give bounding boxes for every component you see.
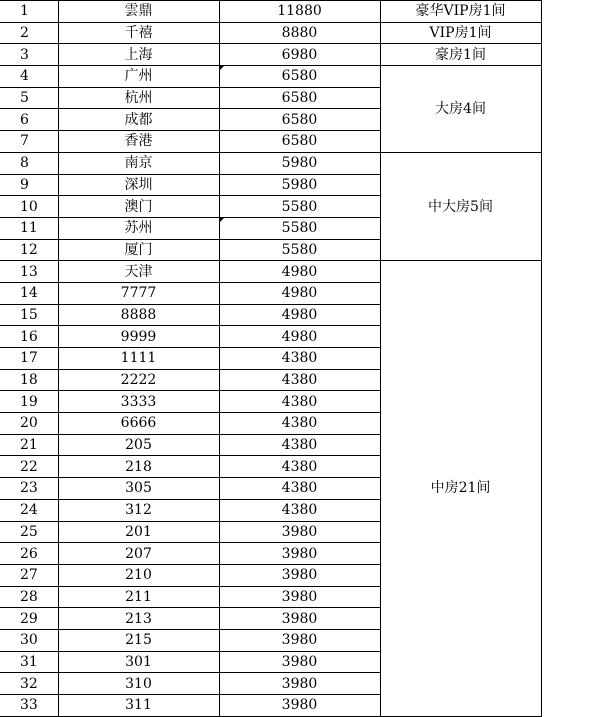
room-name: 305 <box>58 478 219 500</box>
room-price: 4380 <box>219 478 380 500</box>
table-row <box>0 22 600 44</box>
room-price: 4380 <box>219 348 380 370</box>
room-price: 3980 <box>219 521 380 543</box>
room-name: 9999 <box>58 326 219 348</box>
table-row <box>0 44 600 66</box>
room-price: 5580 <box>219 239 380 261</box>
room-name: 雲鼎 <box>58 1 219 23</box>
room-price: 6980 <box>219 44 380 66</box>
row-number: 33 <box>0 695 58 717</box>
room-price: 3980 <box>219 629 380 651</box>
room-name: 2222 <box>58 369 219 391</box>
room-price: 3980 <box>219 608 380 630</box>
room-name: 215 <box>58 629 219 651</box>
room-price: 5980 <box>219 174 380 196</box>
row-number: 23 <box>0 478 58 500</box>
row-number: 24 <box>0 499 58 521</box>
group-medium: 中房21间 <box>380 261 541 716</box>
row-number: 15 <box>0 304 58 326</box>
room-price: 5580 <box>219 196 380 218</box>
room-price: 11880 <box>219 1 380 23</box>
row-number: 27 <box>0 564 58 586</box>
room-name: 广州 <box>58 66 219 88</box>
row-number: 21 <box>0 434 58 456</box>
room-name: 厦门 <box>58 239 219 261</box>
row-number: 3 <box>0 44 58 66</box>
room-name: 310 <box>58 673 219 695</box>
room-name: 311 <box>58 695 219 717</box>
room-price: 6580 <box>219 109 380 131</box>
group-deluxe: 豪房1间 <box>380 44 541 66</box>
room-name: 213 <box>58 608 219 630</box>
room-name: 成都 <box>58 109 219 131</box>
row-number: 5 <box>0 87 58 109</box>
row-number: 4 <box>0 66 58 88</box>
room-name: 6666 <box>58 413 219 435</box>
row-number: 9 <box>0 174 58 196</box>
row-number: 17 <box>0 348 58 370</box>
room-price: 4980 <box>219 261 380 283</box>
room-price: 5580 <box>219 217 380 239</box>
row-number: 10 <box>0 196 58 218</box>
row-number: 1 <box>0 1 58 23</box>
room-price: 3980 <box>219 673 380 695</box>
room-price: 4380 <box>219 434 380 456</box>
row-number: 18 <box>0 369 58 391</box>
room-price: 4380 <box>219 391 380 413</box>
room-price: 5980 <box>219 152 380 174</box>
room-name: 7777 <box>58 282 219 304</box>
row-number: 8 <box>0 152 58 174</box>
row-number: 7 <box>0 131 58 153</box>
room-name: 千禧 <box>58 22 219 44</box>
group-large: 大房4间 <box>380 66 541 153</box>
room-name: 天津 <box>58 261 219 283</box>
room-price: 3980 <box>219 695 380 717</box>
row-number: 29 <box>0 608 58 630</box>
room-price: 4980 <box>219 282 380 304</box>
room-name: 南京 <box>58 152 219 174</box>
empty-column <box>541 1 600 717</box>
row-number: 19 <box>0 391 58 413</box>
table-row <box>0 152 600 174</box>
room-name: 210 <box>58 564 219 586</box>
room-name: 207 <box>58 543 219 565</box>
room-name: 211 <box>58 586 219 608</box>
room-name: 205 <box>58 434 219 456</box>
room-name: 澳门 <box>58 196 219 218</box>
row-number: 30 <box>0 629 58 651</box>
room-price: 4980 <box>219 326 380 348</box>
group-vip: VIP房1间 <box>380 22 541 44</box>
row-number: 32 <box>0 673 58 695</box>
room-name: 218 <box>58 456 219 478</box>
table-row <box>0 261 600 283</box>
room-price: 3980 <box>219 543 380 565</box>
group-medium-large: 中大房5间 <box>380 152 541 260</box>
group-luxury-vip: 豪华VIP房1间 <box>380 1 541 23</box>
room-price: 3980 <box>219 564 380 586</box>
room-price: 4380 <box>219 456 380 478</box>
room-price: 3980 <box>219 651 380 673</box>
row-number: 28 <box>0 586 58 608</box>
room-name: 3333 <box>58 391 219 413</box>
room-price: 6580 <box>219 87 380 109</box>
room-price: 6580 <box>219 66 380 88</box>
row-number: 6 <box>0 109 58 131</box>
room-price: 3980 <box>219 586 380 608</box>
row-number: 26 <box>0 543 58 565</box>
row-number: 16 <box>0 326 58 348</box>
room-name: 301 <box>58 651 219 673</box>
room-name: 深圳 <box>58 174 219 196</box>
room-name: 1111 <box>58 348 219 370</box>
room-price: 4380 <box>219 413 380 435</box>
table-row <box>0 66 600 88</box>
row-number: 14 <box>0 282 58 304</box>
row-number: 31 <box>0 651 58 673</box>
table-row <box>0 1 600 23</box>
room-price: 8880 <box>219 22 380 44</box>
room-price: 6580 <box>219 131 380 153</box>
room-price: 4380 <box>219 499 380 521</box>
row-number: 25 <box>0 521 58 543</box>
room-name: 8888 <box>58 304 219 326</box>
room-name: 杭州 <box>58 87 219 109</box>
row-number: 20 <box>0 413 58 435</box>
row-number: 22 <box>0 456 58 478</box>
room-name: 苏州 <box>58 217 219 239</box>
row-number: 2 <box>0 22 58 44</box>
room-name: 上海 <box>58 44 219 66</box>
room-name: 201 <box>58 521 219 543</box>
row-number: 13 <box>0 261 58 283</box>
row-number: 11 <box>0 217 58 239</box>
room-price: 4380 <box>219 369 380 391</box>
room-name: 香港 <box>58 131 219 153</box>
row-number: 12 <box>0 239 58 261</box>
room-price: 4980 <box>219 304 380 326</box>
room-name: 312 <box>58 499 219 521</box>
